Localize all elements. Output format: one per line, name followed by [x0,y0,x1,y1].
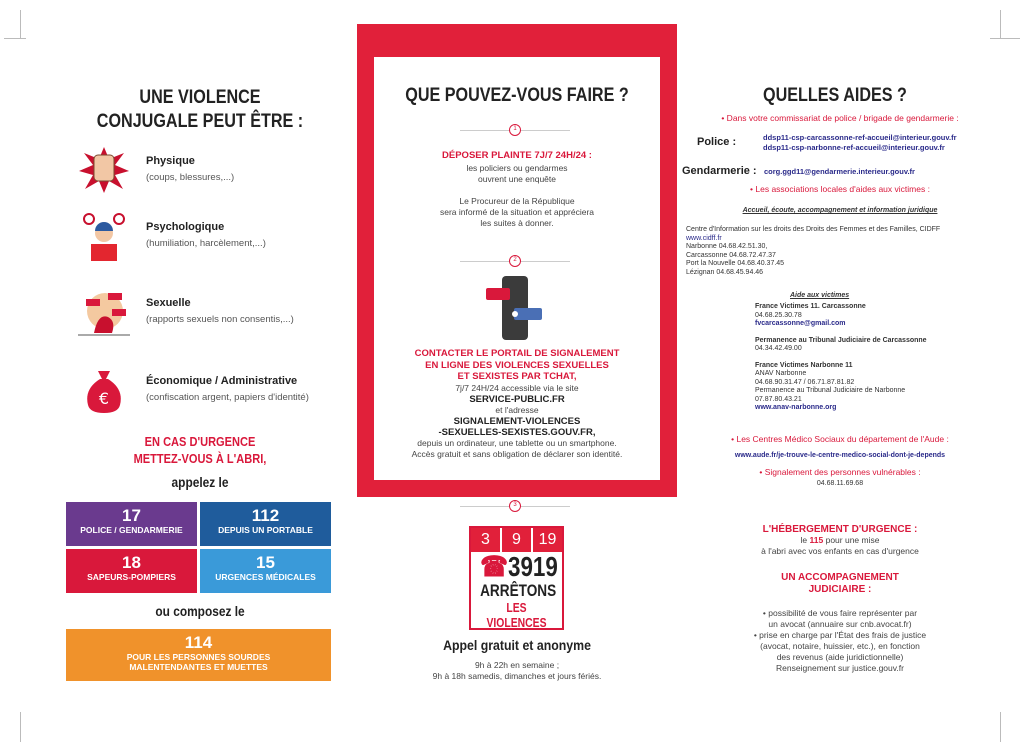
crop-mark [20,712,34,742]
heb-text: le [800,535,810,545]
acc-heading: JUDICIAIRE : [808,584,872,595]
org-phone: 04.68.90.31.47 / 06.71.87.81.82 [755,378,855,386]
tile-number: 114 [184,633,213,652]
heb-text: à l'abri avec vos enfants en cas d'urgence [761,546,919,556]
step2-heading: CONTACTER LE PORTAIL DE SIGNALEMENT [414,348,620,359]
type-label: Physique [146,155,195,167]
signalement-link[interactable]: -SEXUELLES-SEXISTES.GOUV.FR, [438,426,596,438]
type-desc: (confiscation argent, papiers d'identité) [146,392,309,403]
acc-text: (avocat, notaire, huissier, etc.), en fonction [760,641,920,651]
number-tile-112 [200,502,331,546]
type-desc: (rapports sexuels non consentis,...) [146,314,294,325]
urgence-line: METTEZ-VOUS À L'ABRI, [133,451,267,466]
step1-heading: DÉPOSER PLAINTE 7J/7 24H/24 : [442,150,592,161]
crop-mark [20,10,34,38]
cidff-name: Centre d'Information sur les droits des Droits des Femmes et des Familles, CIDFF [686,226,941,233]
violence-type-sexuelle [78,288,294,336]
signalement-link[interactable]: SIGNALEMENT-VIOLENCES [453,415,581,427]
appel-gratuit-heading: Appel gratuit et anonyme [443,637,591,653]
tile-label: SAPEURS-POMPIERS [87,572,176,582]
step2-block [374,348,660,460]
svg-text:€: € [98,389,110,408]
crop-mark [4,38,26,52]
middle-title: QUE POUVEZ-VOUS FAIRE ? [405,85,629,106]
step2-text: Accès gratuit et sans obligation de déclarer son identité. [411,448,623,459]
hebergement-heading: L'HÉBERGEMENT D'URGENCE : [762,524,918,535]
right-title: QUELLES AIDES ? [763,85,907,106]
bullet-associations: • Les associations locales d'aides aux victimes : [750,184,930,194]
step3-hours [374,660,660,682]
step1-text: sera informé de la situation et appréciera [439,207,595,217]
type-label: Sexuelle [146,297,191,309]
step-marker [460,500,570,512]
step-number: 2 [509,255,521,267]
tile-label: POLICE / GENDARMERIE [80,525,183,535]
phone-icon: ☎ [480,551,509,582]
aide-heading: Aide aux victimes [790,292,850,299]
cidff-phone: Narbonne 04.68.42.51.30, [686,243,768,250]
acc-text: • prise en charge par l'État des frais de justice [753,630,927,640]
step2-heading: EN LIGNE DES VIOLENCES SEXUELLES [425,359,609,371]
step1-block [374,150,660,229]
org-name: France Victimes 11. Carcassonne [755,303,866,310]
composez-label: ou composez le [155,603,245,619]
urgence-heading [81,433,319,467]
anav-link[interactable]: www.anav-narbonne.org [755,404,837,411]
title-line: CONJUGALE PEUT ÊTRE : [96,111,304,132]
step2-heading: ET SEXISTES PAR TCHAT, [457,371,577,382]
stressed-person-icon [78,212,130,260]
hours-text: 9h à 18h samedis, dimanches et jours fériés. [432,671,602,681]
violence-type-economique [78,366,309,414]
acc-text: Renseignement sur justice.gouv.fr [776,663,904,673]
step1-text: les suites à donner. [480,218,554,228]
tile-label: DEPUIS UN PORTABLE [218,525,313,535]
tile-label: URGENCES MÉDICALES [215,572,316,582]
cidff-link[interactable]: www.cidff.fr [686,234,722,242]
violence-type-psychologique [78,212,266,260]
service-public-link[interactable]: SERVICE-PUBLIC.FR [469,393,565,405]
crop-mark [1000,712,1014,742]
org-phone: 04.34.42.49.00 [755,345,802,352]
logo-cell: 9 [502,528,531,552]
smartphone-chat-icon [484,274,546,342]
vulnerables-phone: 04.68.11.69.68 [816,480,864,487]
bullet-vulnerables: • Signalement des personnes vulnérables : [759,467,921,477]
hours-text: 9h à 22h en semaine ; [474,660,560,670]
logo-text: ARRÊTONS [480,581,557,600]
step2-text: et l'adresse [495,404,539,415]
tile-label: POUR LES PERSONNES SOURDES [126,652,271,662]
hebergement-block [700,524,980,557]
logo-3919 [469,526,564,630]
org-name: France Victimes Narbonne 11 [755,361,853,369]
tile-number: 18 [122,553,141,572]
logo-cell: 19 [533,528,562,552]
heb-number: 115 [809,535,824,545]
cms-link[interactable]: www.aude.fr/je-trouve-le-centre-medico-social-dont-je-depends [734,452,946,459]
org-text: Permanence au Tribunal Judiciaire de Narbonne [755,387,906,394]
type-desc: (humiliation, harcèlement,...) [146,238,266,249]
logo-number: 3919 [508,551,558,582]
type-label: Psychologique [146,221,225,233]
violence-type-physique [78,146,234,194]
urgence-line: EN CAS D'URGENCE [144,434,256,449]
logo-text: LES VIOLENCES [486,600,547,630]
crop-mark [1000,10,1014,38]
cidff-phone: Port la Nouvelle 04.68.40.37.45 [686,260,785,267]
type-label: Économique / Administrative [146,375,298,387]
money-bag-icon [78,366,130,414]
acc-heading: UN ACCOMPAGNEMENT [781,572,899,583]
police-label: Police : [697,136,737,148]
tile-number: 112 [251,506,280,525]
step1-text: les policiers ou gendarmes [466,163,568,173]
crouching-person-icon [78,288,130,336]
accueil-heading: Accueil, écoute, accompagnement et information juridique [742,207,938,214]
cidff-phone: Lézignan 04.68.45.94.46 [686,268,764,276]
step2-text: depuis un ordinateur, une tablette ou un smartphone. [417,437,617,448]
acc-text: un avocat (annuaire sur cnb.avocat.fr) [768,619,912,629]
number-tile-114 [66,629,331,681]
email-link[interactable]: ddsp11-csp-narbonne-ref-accueil@interieur.gouv.fr [763,143,945,152]
step1-text: Le Procureur de la République [459,196,575,206]
heb-text: pour une mise [823,535,880,545]
org-name: Permanence au Tribunal Judiciaire de Carcassonne [755,336,927,344]
email-link[interactable]: fvcarcassonne@gmail.com [755,320,846,327]
bullet-cms: • Les Centres Médico Sociaux du département de l'Aude : [731,434,949,444]
org-text: ANAV Narbonne [755,370,807,377]
step-marker [460,255,570,267]
cidff-phone: Carcassonne 04.68.72.47.37 [686,251,776,259]
acc-text: • possibilité de vous faire représenter par [762,608,918,618]
number-tile-18 [66,549,197,593]
tile-number: 15 [256,553,275,572]
tile-label: MALENTENDANTES ET MUETTES [129,662,268,672]
step-number: 3 [509,500,521,512]
step-number: 1 [509,124,521,136]
fist-icon [78,146,130,194]
accompagnement-block [700,572,980,674]
title-line: UNE VIOLENCE [139,87,261,108]
type-desc: (coups, blessures,...) [146,172,235,183]
crop-mark [990,38,1020,52]
number-tile-17 [66,502,197,546]
step2-text: 7j/7 24H/24 accessible via le site [455,382,579,393]
org-phone: 04.68.25.30.78 [755,311,802,319]
aide-block [755,303,995,413]
acc-text: des revenus (aide juridictionnelle) [776,652,904,662]
cidff-block [686,226,996,277]
number-tile-15 [200,549,331,593]
police-emails [763,133,957,153]
tile-number: 17 [122,506,141,525]
appelez-label: appelez le [171,474,229,490]
bullet-commissariat: • Dans votre commissariat de police / brigade de gendarmerie : [721,113,959,123]
step1-text: ouvrent une enquête [478,174,556,184]
logo-cell: 3 [471,528,500,552]
gendarmerie-label: Gendarmerie : [682,165,757,177]
email-link[interactable]: corg.ggd11@gendarmerie.interieur.gouv.fr [764,167,915,176]
org-phone: 07.87.80.43.21 [755,395,802,403]
step-marker [460,124,570,136]
left-title [81,86,319,134]
email-link[interactable]: ddsp11-csp-carcassonne-ref-accueil@interieur.gouv.fr [763,133,957,142]
